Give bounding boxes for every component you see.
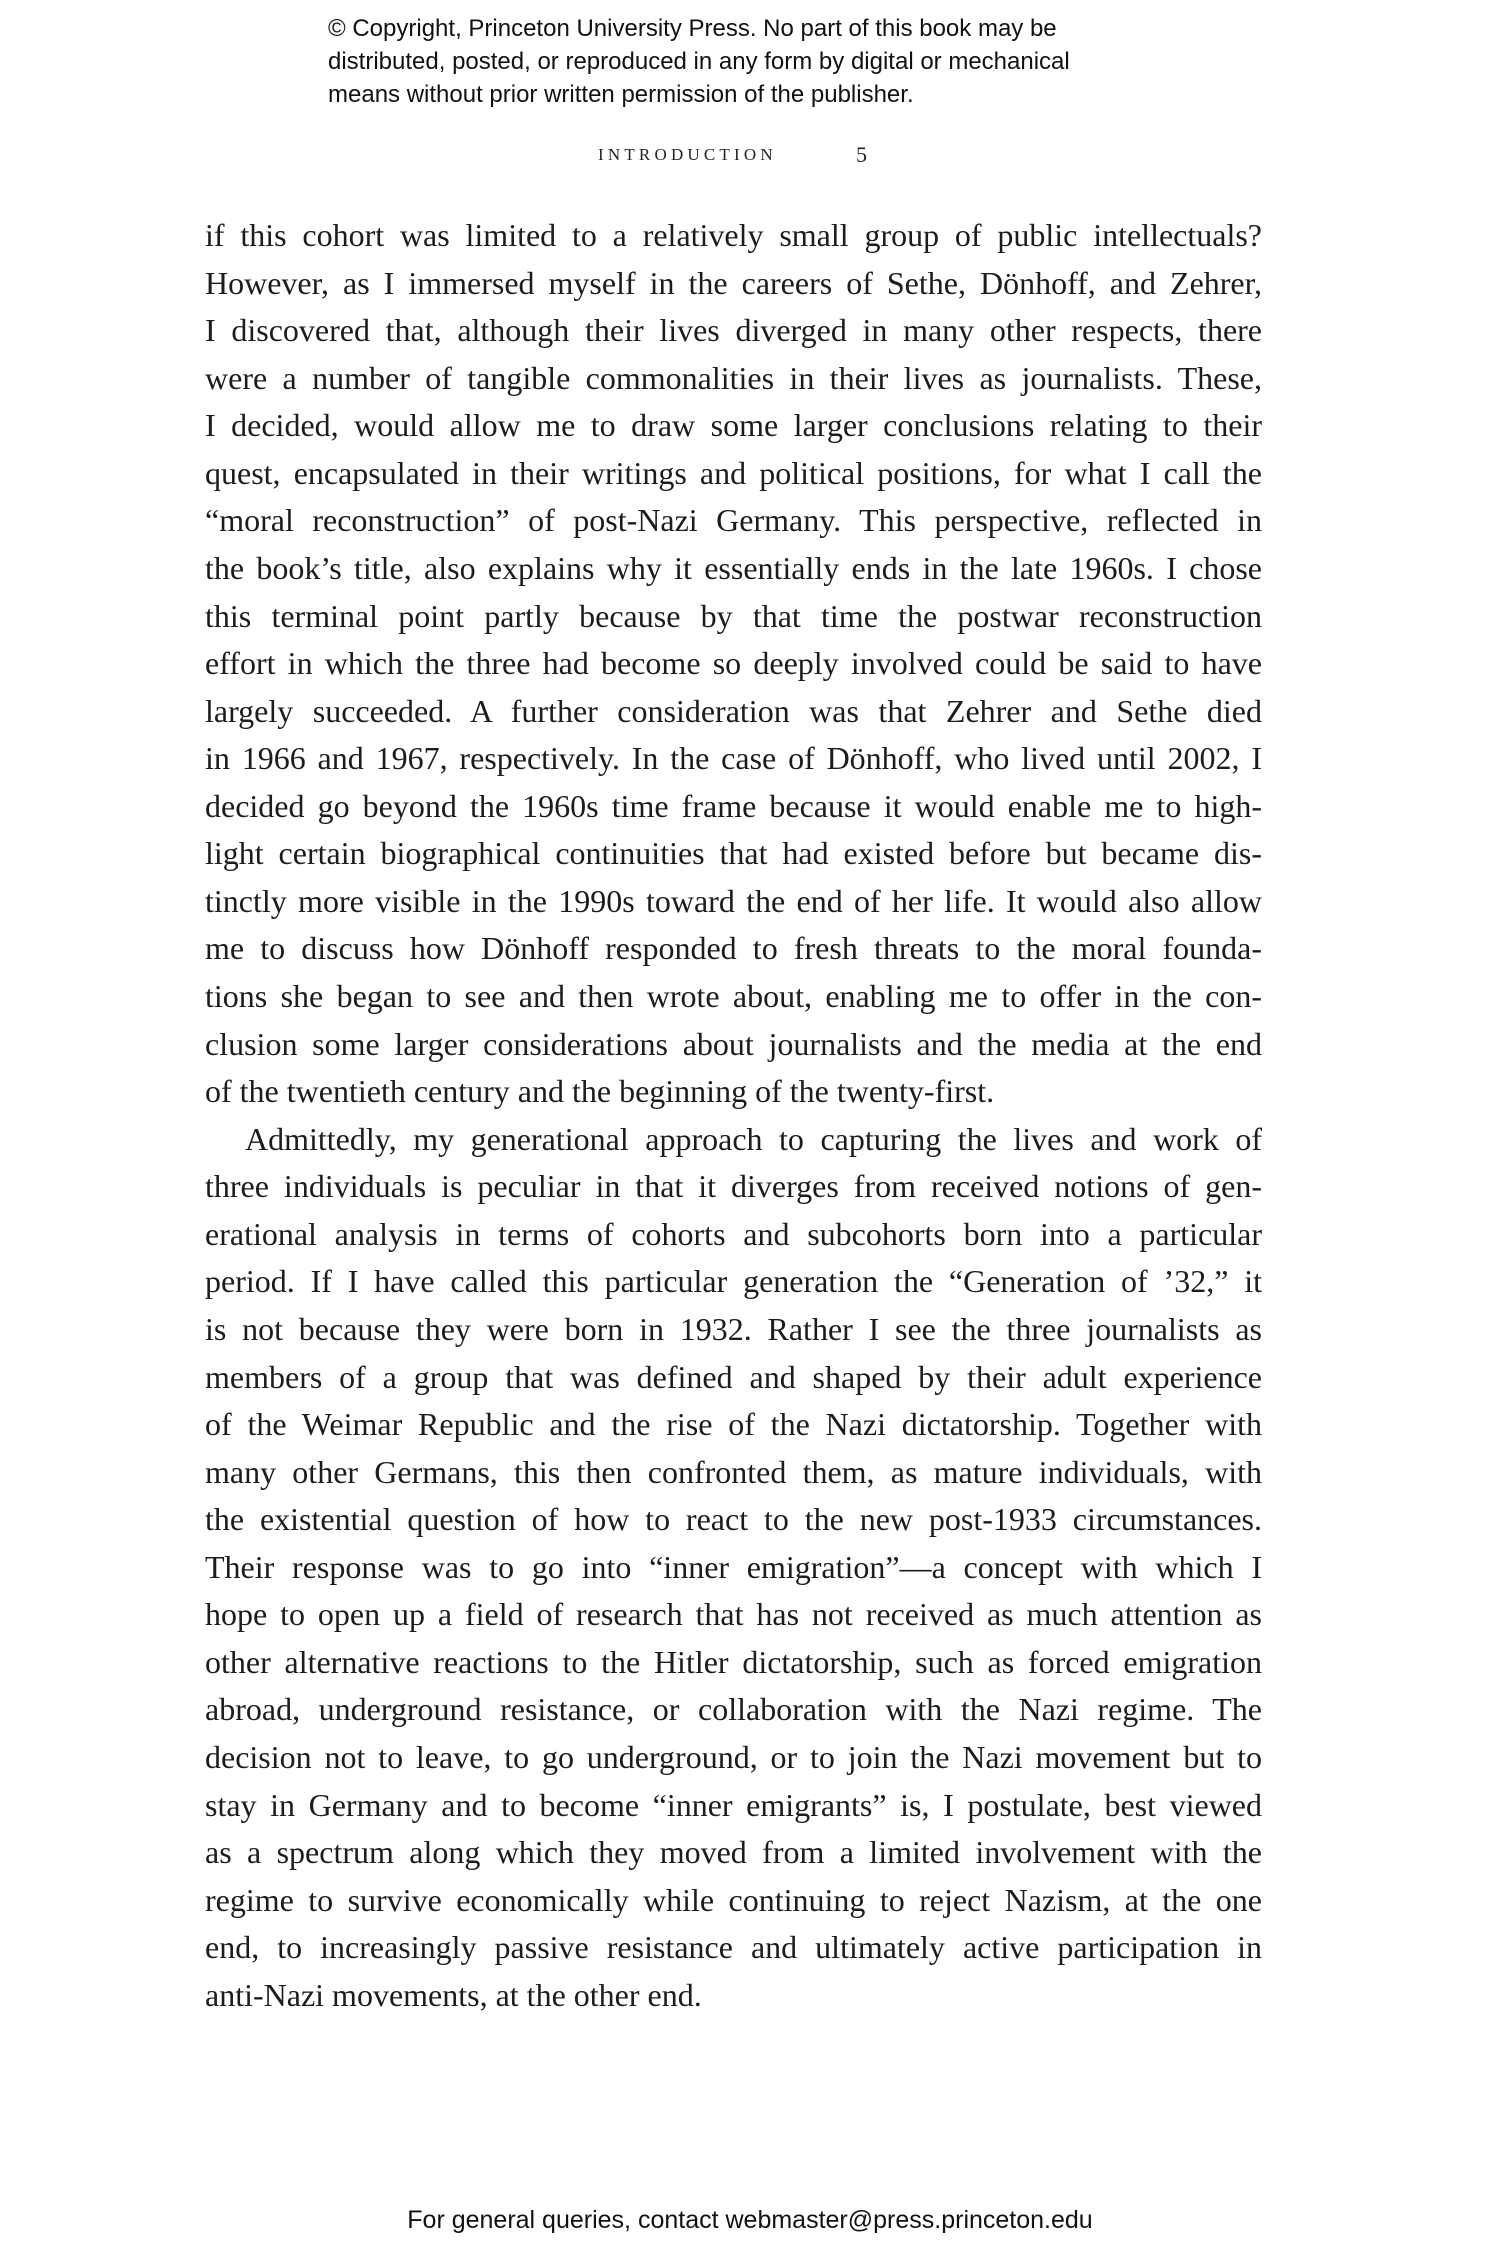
text-line: me to discuss how Dönhoff responded to fresh threats to the moral founda- bbox=[205, 930, 1262, 967]
paragraph-2 bbox=[205, 1116, 1262, 2020]
text-line: of the Weimar Republic and the rise of the Nazi dictatorship. Together with bbox=[205, 1406, 1262, 1443]
text-line: hope to open up a field of research that has not received as much attention as bbox=[205, 1596, 1262, 1633]
text-line: quest, encapsulated in their writings and political positions, for what I call the bbox=[205, 454, 1262, 491]
text-line: end, to increasingly passive resistance and ultimately active participation in bbox=[205, 1929, 1262, 1966]
text-line: tinctly more visible in the 1990s toward the end of her life. It would also allow bbox=[205, 882, 1262, 919]
text-line: effort in which the three had become so deeply involved could be said to have bbox=[205, 645, 1262, 682]
text-line: members of a group that was defined and shaped by their adult experience bbox=[205, 1358, 1262, 1395]
text-line: this terminal point partly because by that time the postwar reconstruction bbox=[205, 597, 1262, 634]
text-line: regime to survive economically while continuing to reject Nazism, at the one bbox=[205, 1881, 1262, 1918]
text-line: of the twentieth century and the beginning of the twenty-first. bbox=[205, 1073, 995, 1110]
copyright-line: © Copyright, Princeton University Press. No part of this book may be bbox=[328, 15, 1057, 42]
text-line: light certain biographical continuities that had existed before but became dis- bbox=[205, 835, 1262, 872]
text-line: many other Germans, this then confronted them, as mature individuals, with bbox=[205, 1453, 1262, 1490]
text-line: period. If I have called this particular generation the “Generation of ’32,” it bbox=[205, 1263, 1262, 1300]
paragraph-1 bbox=[205, 212, 1262, 1116]
page-number: 5 bbox=[856, 142, 867, 167]
text-line: I discovered that, although their lives diverged in many other respects, there bbox=[205, 312, 1262, 349]
text-line: Their response was to go into “inner emigration”—a concept with which I bbox=[205, 1548, 1262, 1585]
text-line: abroad, underground resistance, or collaboration with the Nazi regime. The bbox=[205, 1691, 1262, 1728]
text-line: largely succeeded. A further consideration was that Zehrer and Sethe died bbox=[205, 692, 1262, 729]
section-title: INTRODUCTION bbox=[598, 145, 777, 164]
text-line: erational analysis in terms of cohorts and subcohorts born into a particular bbox=[205, 1215, 1262, 1252]
text-line: “moral reconstruction” of post-Nazi Germany. This perspective, reflected in bbox=[205, 502, 1262, 539]
text-line: if this cohort was limited to a relatively small group of public intellectuals? bbox=[205, 217, 1262, 253]
text-line: anti-Nazi movements, at the other end. bbox=[205, 1976, 702, 2013]
text-line: Admittedly, my generational approach to capturing the lives and work of bbox=[245, 1120, 1262, 1157]
text-line: However, as I immersed myself in the careers of Sethe, Dönhoff, and Zehrer, bbox=[205, 264, 1262, 301]
text-line: decision not to leave, to go underground, or to join the Nazi movement but to bbox=[205, 1739, 1262, 1775]
text-line: the book’s title, also explains why it essentially ends in the late 1960s. I chose bbox=[205, 549, 1262, 586]
text-line: tions she began to see and then wrote about, enabling me to offer in the con- bbox=[205, 978, 1262, 1014]
running-head bbox=[598, 140, 867, 170]
text-line: decided go beyond the 1960s time frame because it would enable me to high- bbox=[205, 787, 1262, 824]
text-line: were a number of tangible commonalities in their lives as journalists. These, bbox=[205, 359, 1262, 396]
text-line: clusion some larger considerations about journalists and the media at the end bbox=[205, 1025, 1262, 1062]
text-line: as a spectrum along which they moved from a limited involvement with the bbox=[205, 1834, 1262, 1871]
text-line: I decided, would allow me to draw some larger conclusions relating to their bbox=[205, 407, 1262, 444]
text-line: the existential question of how to react to the new post-1933 circumstances. bbox=[205, 1501, 1262, 1538]
text-line: stay in Germany and to become “inner emigrants” is, I postulate, best viewed bbox=[205, 1786, 1262, 1823]
copyright-line: means without prior written permission of the publisher. bbox=[328, 81, 914, 108]
copyright-line: distributed, posted, or reproduced in any form by digital or mechanical bbox=[328, 48, 1070, 75]
body-text bbox=[205, 212, 1262, 2019]
copyright-notice bbox=[328, 12, 1228, 111]
footer-contact: For general queries, contact webmaster@press.princeton.edu bbox=[407, 2206, 1093, 2234]
text-line: three individuals is peculiar in that it diverges from received notions of gen- bbox=[205, 1168, 1262, 1205]
text-line: is not because they were born in 1932. Rather I see the three journalists as bbox=[205, 1310, 1262, 1347]
text-line: in 1966 and 1967, respectively. In the case of Dönhoff, who lived until 2002, I bbox=[205, 740, 1262, 777]
text-line: other alternative reactions to the Hitler dictatorship, such as forced emigration bbox=[205, 1643, 1262, 1680]
